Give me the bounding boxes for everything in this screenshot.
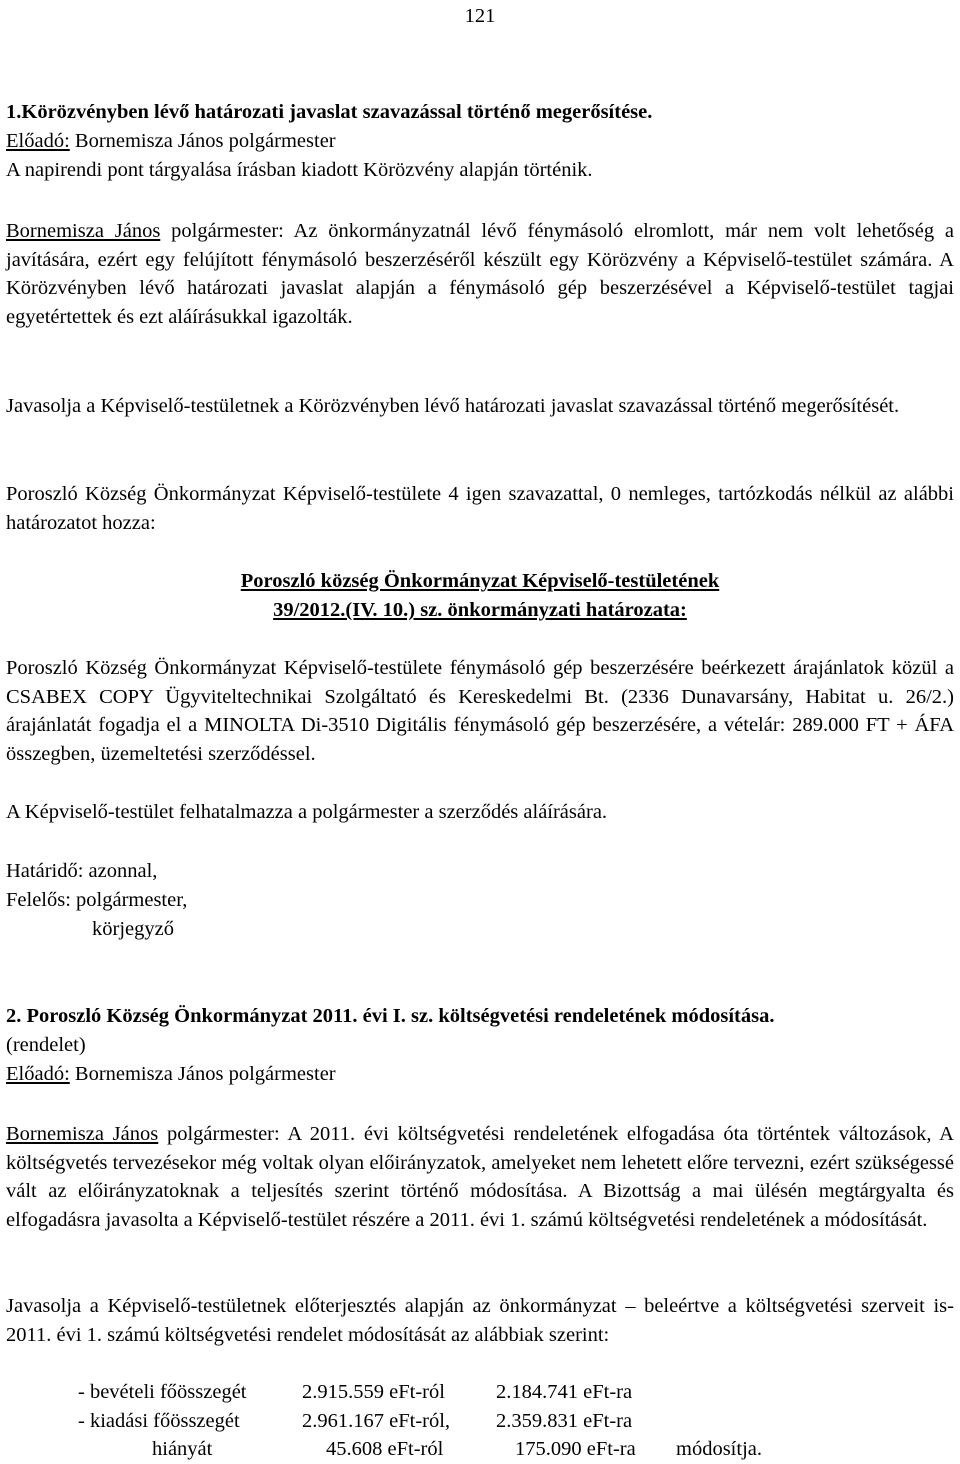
- page-number: 121: [464, 5, 496, 27]
- section1-heading: 1.Körözvényben lévő határozati javaslat szavazással történő megerősítése.: [6, 101, 653, 123]
- speaker-name: Bornemisza János: [6, 1123, 159, 1145]
- section2-presenter: [6, 1060, 954, 1089]
- item-label: - kiadási főösszegét: [78, 1409, 240, 1432]
- section1-note: A napirendi pont tárgyalása írásban kiadott Körözvény alapján történik.: [6, 159, 593, 181]
- section2-paragraph-2: Javasolja a Képviselő-testületnek előterjesztés alapján az önkormányzat – beleértve a költségvetési szerveit is- 2011. évi 1. számú költségvetési rendelet módosítását az alábbiak szerint:: [6, 1295, 954, 1346]
- resolution-title-line-2: 39/2012.(IV. 10.) sz. önkormányzati határozata:: [273, 599, 687, 621]
- speaker-name: Bornemisza János: [6, 220, 161, 242]
- responsible-line-2: körjegyző: [92, 918, 174, 940]
- item-from: 2.915.559 eFt-ról: [302, 1381, 445, 1403]
- item-from: 45.608 eFt-ról: [326, 1438, 444, 1460]
- section1-paragraph-3: Poroszló Község Önkormányzat Képviselő-testülete 4 igen szavazattal, 0 nemleges, tartózkodás nélkül az alábbi határozatot hozza:: [6, 483, 954, 534]
- deadline-line: Határidő: azonnal,: [6, 860, 158, 882]
- responsible-line: Felelős: polgármester,: [6, 889, 188, 911]
- section1-paragraph-2: Javasolja a Képviselő-testületnek a Körözvényben lévő határozati javaslat szavazással történő megerősítését.: [6, 395, 900, 417]
- presenter-name: Bornemisza János polgármester: [69, 130, 336, 152]
- item-label: hiányát: [152, 1438, 213, 1460]
- item-to: 175.090 eFt-ra: [515, 1438, 636, 1460]
- item-to: 2.359.831 eFt-ra: [496, 1409, 633, 1432]
- item-label: - bevételi főösszegét: [78, 1381, 247, 1403]
- item-from: 2.961.167 eFt-ról,: [302, 1409, 451, 1432]
- section1-paragraph-1: [6, 217, 954, 331]
- presenter-label: Előadó:: [6, 1063, 70, 1085]
- resolution-title-line-1: Poroszló község Önkormányzat Képviselő-testületének: [240, 570, 720, 592]
- item-to: 2.184.741 eFt-ra: [496, 1381, 633, 1403]
- presenter-label: Előadó:: [6, 130, 70, 152]
- paragraph-text: polgármester: A 2011. évi költségvetési rendeletének elfogadása óta történtek változások, A költségvetés tervezésekor még voltak olyan előirányzatok, amelyeket nem lehetett előre tervezni, ezért szükségessé vált az előirányzatoknak a teljesítés szerint történő módosítása. A Bizottság a mai ülésén megtárgyalta és elfogadásra javasolta a Képviselő-testület részére a 2011. évi 1. számú költségvetési rendeletének a módosítását.: [6, 1123, 954, 1231]
- section2-paragraph-1: [6, 1120, 954, 1234]
- authorization-text: A Képviselő-testület felhatalmazza a polgármester a szerződés aláírására.: [6, 801, 608, 823]
- presenter-name: Bornemisza János polgármester: [69, 1063, 336, 1085]
- section2-heading: 2. Poroszló Község Önkormányzat 2011. évi I. sz. költségvetési rendeletének módosítása.: [6, 1005, 775, 1027]
- resolution-text: Poroszló Község Önkormányzat Képviselő-testülete fénymásoló gép beszerzésére beérkezett árajánlatok közül a CSABEX COPY Ügyviteltechnikai Szolgáltató és Kereskedelmi Bt. (2336 Dunavarsány, Habitat u. 26/2.) árajánlatát fogadja el a MINOLTA Di-3510 Digitális fénymásoló gép beszerzésére, a vételár: 289.000 FT + ÁFA összegben, üzemeltetési szerződéssel.: [6, 657, 954, 765]
- section1-presenter: [6, 127, 954, 156]
- paragraph-text: polgármester: Az önkormányzatnál lévő fénymásoló elromlott, már nem volt lehetőség a javítására, ezért egy felújított fénymásoló beszerzéséről készült egy Körözvény a Képviselő-testület számára. A Körözvényben lévő határozati javaslat alapján a fénymásoló gép beszerzésével a Képviselő-testület tagjai egyetértettek és ezt aláírásukkal igazolták.: [6, 220, 954, 328]
- section2-subheading: (rendelet): [6, 1034, 86, 1056]
- item-tail: módosítja.: [676, 1438, 762, 1460]
